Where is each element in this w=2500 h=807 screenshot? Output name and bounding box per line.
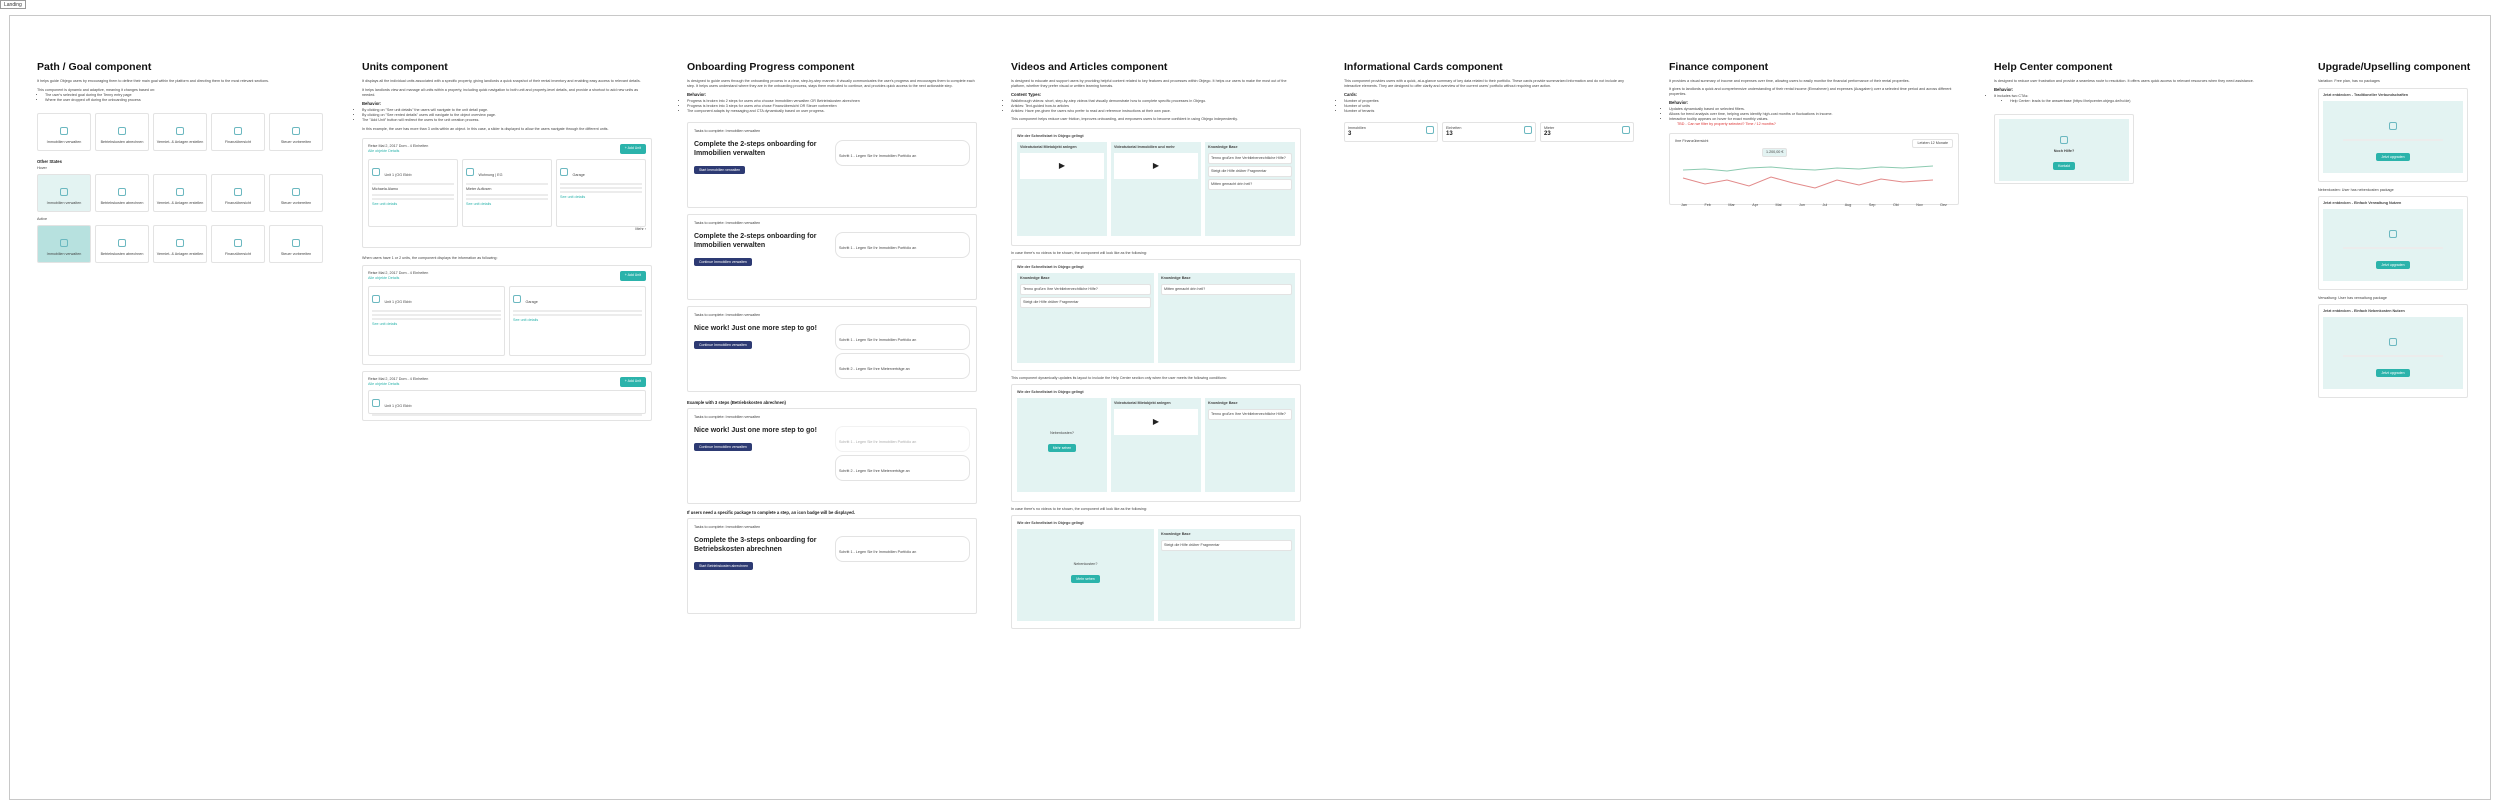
bullet: • Walkthrough videos: short, step-by-step videos that visually demonstrate how to complete specific processes in Objego. <box>1011 99 1301 104</box>
unit-card[interactable]: Wohnung | EG Mieter Auflosen See unit details <box>462 159 552 227</box>
bullet: • Interactive tooltip appears on hover for exact monthly values. <box>1669 117 1959 122</box>
onboarding-card: Tasks to complete: Immobilien verwalten Complete the 3-steps onboarding for Betriebskosten abrechnen Start Betriebskosten abrechnen Schritt 1 - Legen Sie Ihr Immobilien Portfolio an <box>687 518 977 614</box>
month-label: Mar <box>1728 203 1735 207</box>
kb-item[interactable]: Tenno großen Ihre Verbliebenrechtliche Hilfe? <box>1020 284 1151 295</box>
variation-label: Verwaltung: User has verwaltung package <box>2318 296 2387 300</box>
section-intro: It helps guide Objego users by encouraging them to define their main goal within the platform and directing them to the most relevant sections. <box>37 79 270 83</box>
help-button[interactable]: Mehr sehen <box>1071 575 1099 583</box>
card-header: Reise Mai 2, 2017 Dom - 4 Einheiten <box>368 144 429 148</box>
units-card-3: Reise Mai 2, 2017 Dom - 4 Einheiten Alle objekte Details + Add Unit Unit 1 (OG Ekbb Michaela Alamo See unit details Wohnung | EG Mieter Auflosen See unit details Garage See unit details Mehr › <box>362 138 652 248</box>
garage-icon <box>513 295 521 303</box>
month-label: Mai <box>1775 203 1782 207</box>
unit-icon <box>1524 126 1532 134</box>
onboarding-section <box>687 61 977 614</box>
contract-icon <box>176 188 184 196</box>
goal-tiles <box>37 113 327 151</box>
bullet: • Number of tenants <box>1344 109 1634 114</box>
garage-icon <box>560 168 568 176</box>
section-intro: Is designed to educate and support users by providing helpful content related to key features and processes within Objego. It helps our users to make the most out of the platform, whether they prefer visual or written learning formats. <box>1011 79 1287 88</box>
info-card: Mieter 23 <box>1540 122 1634 142</box>
behavior-label: Behavior: <box>1994 87 2014 92</box>
section-title: Help Center component <box>1994 61 2113 73</box>
design-board <box>9 15 2491 800</box>
info-card: Immobilien 3 <box>1344 122 1438 142</box>
behavior-label: Behavior: <box>362 101 382 106</box>
bullet: • Where the user dropped off during the onboarding process <box>45 98 327 103</box>
star-icon <box>2389 338 2397 346</box>
units-section <box>362 61 652 421</box>
kb-item[interactable]: Steigt die Hilfe drüber Fragmentar <box>1208 166 1292 177</box>
kb-item[interactable]: Steigt die Hilfe drüber Fragmentar <box>1161 540 1292 551</box>
play-icon[interactable]: ▶ <box>1020 153 1104 179</box>
kb-item[interactable]: Tenno großen Ihre Verbliebenrechtliche Hilfe? <box>1208 153 1292 164</box>
goal-tile[interactable]: Steuer vorbereiten <box>269 113 323 151</box>
month-label: Dez <box>1940 203 1947 207</box>
upgrade-button[interactable]: Jetzt upgraden <box>2376 261 2409 269</box>
tax-icon <box>292 239 300 247</box>
active-label: Active <box>37 217 48 221</box>
onboarding-card: Tasks to complete: Immobilien verwalten Nice work! Just one more step to go! Continue Immobilien verwalten Schritt 1 - Legen Sie Ihr Immobilien Portfolio an Schritt 2 - Legen Sie Ihre Mieterverträge an <box>687 408 977 504</box>
add-unit-button[interactable]: + Add Unit <box>620 377 646 387</box>
contract-icon <box>176 239 184 247</box>
bullet: • Progress is broken into 2 steps for users who choose Immobilien verwalten OR Betriebskosten abrechnen <box>687 99 977 104</box>
knowledge-base: Knowledge Base Mitten gemacht drin heil? <box>1158 273 1295 363</box>
bullet: • Allows for trend analysis over time, helping users identify high-cost months or fluctuations in income. <box>1669 112 1959 117</box>
kb-item[interactable]: Steigt die Hilfe drüber Fragmentar <box>1020 297 1151 308</box>
continue-button[interactable]: Continue Immobilien verwalten <box>694 341 752 349</box>
section-intro-2: It gives to landlords a quick and comprehensive understanding of their rental income (Einnahmen) and expenses (Ausgaben) over a selected time period and across different properties. <box>1669 87 1952 96</box>
star-icon <box>2389 230 2397 238</box>
upgrade-button[interactable]: Jetzt upgraden <box>2376 153 2409 161</box>
step-item[interactable]: Schritt 1 - Legen Sie Ihr Immobilien Portfolio an <box>835 426 970 452</box>
period-dropdown[interactable]: Letzten 12 Monate <box>1912 139 1953 148</box>
section-title: Onboarding Progress component <box>687 61 855 73</box>
bullet: • Help Center: leads to the answerbase (https://helpcenter.objego.de/hc/de) <box>2010 99 2284 104</box>
play-icon[interactable]: ▶ <box>1114 153 1198 179</box>
step-item[interactable]: Schritt 1 - Legen Sie Ihr Immobilien Portfolio an <box>835 324 970 350</box>
chart-icon <box>234 239 242 247</box>
goal-tile[interactable]: Vermiet- & Anlagen erstellen <box>153 225 207 263</box>
help-button[interactable]: Mehr sehen <box>1048 444 1076 452</box>
bullet: • By clicking on "See unit details" the users will navigate to the unit detail page. <box>362 108 652 113</box>
play-icon[interactable]: ▶ <box>1114 409 1198 435</box>
goal-tile[interactable]: Betriebskosten abrechnen <box>95 113 149 151</box>
behavior-label: Behavior: <box>687 92 707 97</box>
house-icon <box>60 188 68 196</box>
help-center-section <box>1994 61 2284 184</box>
note-2: When users have 1 or 2 units, the component displays the information as following: <box>362 256 498 260</box>
unit-icon <box>466 168 474 176</box>
section-intro: Variation: Free plan, has no packages <box>2318 79 2380 83</box>
chart-icon <box>234 127 242 135</box>
bullet: • Articles: Have pre-given the users who prefer to read and reference instructions at their own pace. <box>1011 109 1301 114</box>
section-intro: This component provides users with a quick, at-a-glance summary of key data related to their portfolio. These cards provide summarized information and do not include any interactive elements. They are designed to offer clarity and overview of the current users' portfolio without requiring user action. <box>1344 79 1624 88</box>
goal-tile[interactable]: Vermiet- & Anlagen erstellen <box>153 174 207 212</box>
goal-tile[interactable]: Vermiet- & Anlagen erstellen <box>153 113 207 151</box>
unit-icon <box>372 295 380 303</box>
help-card: Noch Hilfe? Kontakt <box>1994 114 2134 184</box>
star-icon <box>2389 122 2397 130</box>
videos-panel-help-no-video: Wie der Schnellstart in Objego gelingt Nebenkosten? Mehr sehen Knowledge Base Steigt die Hilfe drüber Fragmentar <box>1011 515 1301 629</box>
month-label: Nov <box>1916 203 1923 207</box>
document-icon <box>118 188 126 196</box>
month-label: Jan <box>1681 203 1687 207</box>
goal-tile[interactable]: Finanzübersicht <box>211 174 265 212</box>
kb-item[interactable]: Mitten gemacht drin heil? <box>1161 284 1292 295</box>
month-label: Feb <box>1704 203 1711 207</box>
unit-card[interactable]: Garage See unit details <box>509 286 646 356</box>
section-intro: Is designed to guide users through the onboarding process in a clear, step-by-step manner. It visually communicates the user's progress and encourages them to complete each step. It helps users understand where they are in the onboarding process, stays them motivated to continue, and provides quick access to the next actionable step. <box>687 79 975 88</box>
knowledge-base: Knowledge Base Tenno großen Ihre Verbliebenrechtliche Hilfe? Steigt die Hilfe drüber Fragmentar <box>1017 273 1154 363</box>
goal-tile[interactable]: Steuer vorbereiten <box>269 174 323 212</box>
frame-tag: Landing <box>0 0 26 9</box>
hover-label: Hover <box>37 166 47 170</box>
section-title: Videos and Articles component <box>1011 61 1168 73</box>
info-cards-section <box>1344 61 1634 142</box>
goal-tile[interactable]: Betriebskosten abrechnen <box>95 174 149 212</box>
onboarding-card: Tasks to complete: Immobilien verwalten Complete the 2-steps onboarding for Immobilien verwalten Start Immobilien verwalten Schritt 1 - Legen Sie Ihr Immobilien Portfolio an <box>687 122 977 208</box>
goal-tile[interactable]: Immobilien verwalten <box>37 113 91 151</box>
section-intro: It provides a visual summary of income and expenses over time, allowing users to easily monitor the financial performance of their rental properties. <box>1669 79 1910 83</box>
bullet: • The "Add Unit" button will redirect the users to the unit creation process. <box>362 118 652 123</box>
note: This component helps reduce user friction, improves onboarding, and empowers users to become confident in using Objego independently. <box>1011 117 1238 121</box>
chart-tooltip: 1.200,00 € <box>1762 148 1787 157</box>
help-card: Nebenkosten? Mehr sehen <box>1017 398 1107 492</box>
section-intro-2: This component is dynamic and adaptive, meaning it changes based on: <box>37 88 156 92</box>
unit-icon <box>372 168 380 176</box>
help-contact-button[interactable]: Kontakt <box>2053 162 2075 170</box>
step-item[interactable]: Schritt 2 - Legen Sie Ihre Mieterverträge an <box>835 353 970 379</box>
behavior-label: Behavior: <box>1669 100 1689 105</box>
step-item[interactable]: Schritt 1 - Legen Sie Ihr Immobilien Portfolio an <box>835 232 970 258</box>
building-icon <box>1426 126 1434 134</box>
knowledge-base: Knowledge Base Steigt die Hilfe drüber Fragmentar <box>1158 529 1295 621</box>
document-icon <box>118 239 126 247</box>
finance-section <box>1669 61 1959 205</box>
section-title: Finance component <box>1669 61 1769 73</box>
house-icon <box>60 239 68 247</box>
section-title: Informational Cards component <box>1344 61 1503 73</box>
video-card[interactable]: Videotutorial Immobilien und mehr ▶ <box>1111 142 1201 236</box>
bullet: • Articles: Text-guided how-to articles <box>1011 104 1301 109</box>
bullet: • By clicking on "See rented details" users will navigate to the object overview page. <box>362 113 652 118</box>
bullet: • The component adapts by messaging and CTA dynamically based on user progress. <box>687 109 977 114</box>
onboarding-card: Tasks to complete: Immobilien verwalten Nice work! Just one more step to go! Continue Immobilien verwalten Schritt 1 - Legen Sie Ihr Immobilien Portfolio an Schritt 2 - Legen Sie Ihre Mieterverträge an <box>687 306 977 392</box>
section-title: Path / Goal component <box>37 61 152 73</box>
section-intro: It displays all the individual units associated with a specific property, giving landlords a quick snapshot of their rental inventory and enabling easy access to relevant details. <box>362 79 641 83</box>
upsell-card: Jetzt entdecken - Einfach Verwaltung Nutzen Jetzt upgraden <box>2318 196 2468 290</box>
path-goal-section <box>37 61 327 263</box>
goal-tile[interactable]: Steuer vorbereiten <box>269 225 323 263</box>
goal-tile[interactable]: Finanzübersicht <box>211 113 265 151</box>
document-icon <box>118 127 126 135</box>
state-note: This component dynamically updates its layout to include the Help Center section only when the user meets the following conditions: <box>1011 376 1227 380</box>
videos-panel <box>1011 128 1301 246</box>
other-states-label: Other States <box>37 159 62 164</box>
start-button[interactable]: Start Immobilien verwalten <box>694 166 745 174</box>
tax-icon <box>292 188 300 196</box>
goal-tile[interactable]: Finanzübersicht <box>211 225 265 263</box>
video-card[interactable]: Videotutorial Mietobjekt anlegen ▶ <box>1017 142 1107 236</box>
help-card: Nebenkosten? Mehr sehen <box>1017 529 1154 621</box>
goal-tile[interactable]: Betriebskosten abrechnen <box>95 225 149 263</box>
upsell-card: Jetzt entdecken - Traditioneller Verbundschaften Jetzt upgraden <box>2318 88 2468 182</box>
info-card: Einheiten 13 <box>1442 122 1536 142</box>
goal-tile-active[interactable]: Immobilien verwalten <box>37 225 91 263</box>
kb-item[interactable]: Mitten gemacht drin heil? <box>1208 179 1292 190</box>
knowledge-base: Knowledge Base Tenno großen Ihre Verbliebenrechtliche Hilfe? Steigt die Hilfe drüber Fragmentar Mitten gemacht drin heil? <box>1205 142 1295 236</box>
kb-item[interactable]: Tenno großen Ihre Verbliebenrechtliche Hilfe? <box>1208 409 1292 420</box>
more-link[interactable]: Mehr <box>635 227 644 231</box>
skip-label: If users need a specific package to complete a step, an icon badge will be displayed. <box>687 510 856 515</box>
goal-tile-hover[interactable]: Immobilien verwalten <box>37 174 91 212</box>
contract-icon <box>176 127 184 135</box>
bullet: • Number of properties <box>1344 99 1634 104</box>
step-item[interactable]: Schritt 1 - Legen Sie Ihr Immobilien Portfolio an <box>835 140 970 166</box>
unit-icon <box>372 399 380 407</box>
unit-card[interactable]: Unit 1 (OG Ekbb <box>368 390 646 414</box>
line-chart <box>1675 150 1945 198</box>
state-note: In case there's no videos to be shown, the component will look like as the following: <box>1011 507 1147 511</box>
units-card-1: Reise Mai 2, 2017 Dom - 4 Einheiten Alle objekte Details + Add Unit Unit 1 (OG Ekbb <box>362 371 652 421</box>
month-label: Sep <box>1868 203 1876 207</box>
videos-section <box>1011 61 1301 629</box>
example-label: Example with 3 steps (Betriebskosten abrechnen) <box>687 400 786 405</box>
month-label: Jun <box>1799 203 1805 207</box>
unit-card[interactable]: Unit 1 (OG Ekbb See unit details <box>368 286 505 356</box>
onboarding-heading: Complete the 2-steps onboarding for Immobilien verwalten <box>694 141 817 157</box>
continue-button[interactable]: Continue Immobilien verwalten <box>694 258 752 266</box>
unit-card[interactable]: Garage See unit details <box>556 159 646 227</box>
month-label: Aug <box>1844 203 1852 207</box>
month-label: Jul <box>1822 203 1828 207</box>
note: In this example, the user has more than 3 units within an object. In this case, a slider is displayed to allow the users navigate through the different units. <box>362 127 609 131</box>
bullet: • Updates dynamically based on selected filters. <box>1669 107 1959 112</box>
note-link[interactable]: TBD - Can we filter by property selected? Time / 12 months? <box>1677 122 1776 126</box>
tax-icon <box>292 127 300 135</box>
content-types-label: Content Types: <box>1011 92 1042 97</box>
finance-chart: Ihre Finanzübersicht Letzten 12 Monate 1.200,00 € Jan Feb Mar Apr Mai Jun Jul Aug Sep Okt Nov Dez <box>1669 133 1959 205</box>
state-note: In case there's no videos to be shown, the component will look like as the following: <box>1011 251 1147 255</box>
videos-panel-help: Wie der Schnellstart in Objego gelingt Nebenkosten? Mehr sehen Videotutorial Mietobjekt anlegen ▶ Knowledge Base Tenno großen Ihre Verbliebenrechtliche Hilfe? <box>1011 384 1301 502</box>
bullet: • Progress is broken into 3 steps for users who chose Finanzübersicht OR Steuer vorbereiten <box>687 104 977 109</box>
chart-icon <box>234 188 242 196</box>
section-intro: Is designed to reduce user frustration and provide a seamless route to resolution. It offers users quick access to relevant resources when they need assistance. <box>1994 79 2254 83</box>
bullet: • It includes two CTAs: <box>1994 94 2284 99</box>
tenant-icon <box>1622 126 1630 134</box>
videos-panel-no-video: Wie der Schnellstart in Objego gelingt Knowledge Base Tenno großen Ihre Verbliebenrechtliche Hilfe? Steigt die Hilfe drüber Fragmentar Knowledge Base Mitten gemacht drin heil? <box>1011 259 1301 371</box>
bullet: • Number of units <box>1344 104 1634 109</box>
onboarding-card: Tasks to complete: Immobilien verwalten Complete the 2-steps onboarding for Immobilien verwalten Continue Immobilien verwalten Schritt 1 - Legen Sie Ihr Immobilien Portfolio an <box>687 214 977 300</box>
variation-label: Nebenkosten: User has nebenkosten package <box>2318 188 2394 192</box>
step-item[interactable]: Schritt 1 - Legen Sie Ihr Immobilien Portfolio an <box>835 536 970 562</box>
section-title: Units component <box>362 61 448 73</box>
unit-card[interactable]: Unit 1 (OG Ekbb Michaela Alamo See unit details <box>368 159 458 227</box>
month-label: Okt <box>1892 203 1899 207</box>
upgrade-button[interactable]: Jetzt upgraden <box>2376 369 2409 377</box>
upsell-card: Jetzt entdecken - Einfach Nebenkosten Nutzen Jetzt upgraden <box>2318 304 2468 398</box>
house-icon <box>60 127 68 135</box>
card-link[interactable]: Alle objekte Details <box>368 149 400 153</box>
upsell-section <box>2318 61 2471 398</box>
lightbulb-icon <box>2060 136 2068 144</box>
units-card-2: Reise Mai 2, 2017 Dom - 4 Einheiten Alle objekte Details + Add Unit Unit 1 (OG Ekbb See unit details Garage See unit details <box>362 265 652 365</box>
panel-title: Wie der Schnellstart in Objego gelingt <box>1017 134 1084 138</box>
add-unit-button[interactable]: + Add Unit <box>620 271 646 281</box>
bullet: • The user's selected goal during the Tenny entry page <box>45 93 327 98</box>
video-card[interactable]: Videotutorial Mietobjekt anlegen ▶ <box>1111 398 1201 492</box>
month-label: Apr <box>1752 203 1759 207</box>
knowledge-base: Knowledge Base Tenno großen Ihre Verbliebenrechtliche Hilfe? <box>1205 398 1295 492</box>
step-item[interactable]: Schritt 2 - Legen Sie Ihre Mieterverträge an <box>835 455 970 481</box>
add-unit-button[interactable]: + Add Unit <box>620 144 646 154</box>
cards-label: Cards: <box>1344 92 1358 97</box>
section-title: Upgrade/Upselling component <box>2318 61 2471 73</box>
section-intro-2: It helps landlords view and manage all units within a property, including quick navigation to both unit and property-level details, and provide a shortcut to add new units as needed. <box>362 88 639 97</box>
